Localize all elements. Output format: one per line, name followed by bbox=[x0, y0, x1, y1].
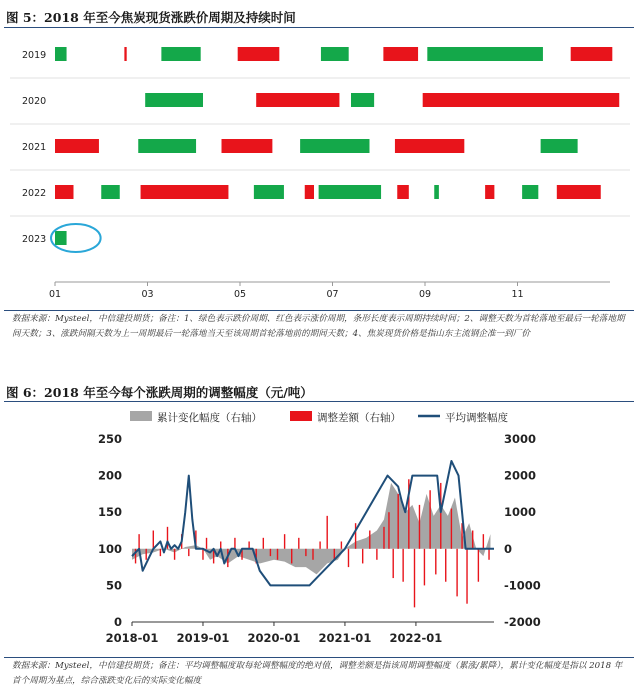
x-tick-label: 2020-01 bbox=[247, 631, 301, 645]
cycle-bar-down bbox=[161, 47, 200, 61]
y-right-tick-label: 3000 bbox=[504, 432, 537, 446]
figure6-note: 数据来源：Mysteel，中信建投期货；备注：平均调整幅度取每轮调整幅度的绝对值，调整差额是指该周期调整幅度（累涨/累降），累计变化幅度是指以 2018 年首个周期为基点，综合涨跌变化后的实际变化幅度 bbox=[12, 661, 623, 686]
x-tick-label: 09 bbox=[418, 289, 432, 300]
x-tick-label: 2022-01 bbox=[389, 631, 443, 645]
adjustment-diff-bar bbox=[298, 538, 299, 549]
x-tick-label: 01 bbox=[48, 289, 62, 300]
adjustment-diff-bar bbox=[472, 531, 473, 549]
adjustment-diff-bar bbox=[393, 549, 394, 578]
x-tick-label: 03 bbox=[141, 289, 154, 300]
cycle-bar-down bbox=[522, 185, 538, 199]
adjustment-diff-bar bbox=[234, 538, 235, 549]
figure6-title-rule bbox=[4, 401, 634, 402]
adjustment-amplitude-chart bbox=[0, 403, 640, 658]
y-left-tick-label: 100 bbox=[97, 541, 122, 556]
cycle-bar-up bbox=[485, 185, 494, 199]
cycle-bar-down bbox=[55, 231, 67, 245]
y-right-tick-label: -1000 bbox=[504, 578, 541, 593]
cycle-bar-up bbox=[383, 47, 418, 61]
cycle-bar-up bbox=[222, 139, 273, 153]
cycle-bar-up bbox=[423, 93, 620, 107]
cycle-bar-down bbox=[427, 47, 543, 61]
cycle-bar-down bbox=[101, 185, 120, 199]
adjustment-diff-bar bbox=[153, 531, 154, 549]
adjustment-diff-bar bbox=[478, 549, 479, 582]
cycle-bar-up bbox=[55, 185, 74, 199]
cycle-bar-down bbox=[55, 47, 67, 61]
adjustment-diff-bar bbox=[456, 549, 457, 597]
y-right-tick-label: 2000 bbox=[504, 468, 537, 483]
adjustment-diff-bar bbox=[348, 549, 349, 567]
adjustment-diff-bar bbox=[326, 516, 327, 549]
cycle-bar-down bbox=[321, 47, 349, 61]
adjustment-diff-bar bbox=[362, 549, 363, 564]
y-left-tick-label: 250 bbox=[97, 432, 122, 446]
adjustment-diff-bar bbox=[202, 549, 203, 560]
figure5-title: 图 5：2018 年至今焦炭现货涨跌价周期及持续时间 bbox=[6, 10, 296, 25]
adjustment-diff-bar bbox=[445, 549, 446, 582]
x-tick-label: 11 bbox=[511, 289, 524, 300]
adjustment-diff-bar bbox=[419, 505, 420, 549]
legend-swatch-bar bbox=[290, 411, 312, 421]
legend-label: 调整差额（右轴） bbox=[317, 412, 401, 424]
cycle-bar-up bbox=[55, 139, 99, 153]
year-label-2021: 2021 bbox=[22, 142, 47, 153]
adjustment-diff-bar bbox=[440, 483, 441, 549]
adjustment-diff-bar bbox=[388, 512, 389, 549]
adjustment-diff-bar bbox=[291, 549, 292, 564]
adjustment-diff-bar bbox=[305, 549, 306, 556]
cycle-bar-up bbox=[397, 185, 409, 199]
year-label-2019: 2019 bbox=[22, 50, 47, 61]
adjustment-diff-bar bbox=[369, 531, 370, 549]
adjustment-diff-bar bbox=[429, 490, 430, 549]
y-right-tick-label: 1000 bbox=[504, 505, 537, 520]
adjustment-diff-bar bbox=[138, 534, 139, 549]
adjustment-diff-bar bbox=[270, 549, 271, 556]
x-tick-label: 07 bbox=[326, 289, 339, 300]
cycle-bar-up bbox=[256, 93, 339, 107]
cycle-bar-up bbox=[557, 185, 601, 199]
y-left-tick-label: 0 bbox=[113, 615, 122, 629]
adjustment-diff-bar bbox=[263, 538, 264, 549]
cycle-bar-up bbox=[305, 185, 314, 199]
adjustment-diff-bar bbox=[248, 541, 249, 548]
cycle-bar-up bbox=[141, 185, 229, 199]
x-tick-label: 2018-01 bbox=[105, 631, 159, 645]
adjustment-diff-bar bbox=[319, 541, 320, 548]
figure5-title-rule bbox=[4, 27, 634, 28]
cycle-bar-up bbox=[395, 139, 464, 153]
year-label-2022: 2022 bbox=[22, 188, 47, 199]
adjustment-diff-bar bbox=[160, 549, 161, 556]
cycle-bar-down bbox=[138, 139, 196, 153]
y-left-tick-label: 50 bbox=[105, 578, 122, 593]
adjustment-diff-bar bbox=[424, 549, 425, 586]
adjustment-diff-bar bbox=[451, 509, 452, 549]
cycle-bar-up bbox=[238, 47, 280, 61]
adjustment-diff-bar bbox=[312, 549, 313, 560]
y-left-tick-label: 150 bbox=[97, 505, 122, 520]
x-tick-label: 2019-01 bbox=[176, 631, 230, 645]
legend-swatch-area bbox=[130, 411, 152, 421]
adjustment-diff-bar bbox=[414, 549, 415, 608]
adjustment-diff-bar bbox=[466, 549, 467, 604]
adjustment-diff-bar bbox=[435, 549, 436, 575]
legend-label: 累计变化幅度（右轴） bbox=[157, 412, 262, 424]
legend-label: 平均调整幅度 bbox=[445, 412, 508, 424]
adjustment-diff-bar bbox=[376, 549, 377, 560]
y-right-tick-label: 0 bbox=[504, 541, 513, 556]
cycle-bar-down bbox=[541, 139, 578, 153]
adjustment-diff-bar bbox=[402, 549, 403, 582]
price-cycle-timeline-chart bbox=[0, 30, 640, 310]
x-tick-label: 2021-01 bbox=[318, 631, 372, 645]
adjustment-diff-bar bbox=[397, 494, 398, 549]
cycle-bar-down bbox=[145, 93, 203, 107]
year-label-2020: 2020 bbox=[22, 96, 47, 107]
y-left-tick-label: 200 bbox=[97, 468, 122, 483]
adjustment-diff-bar bbox=[145, 549, 146, 560]
cycle-bar-down bbox=[319, 185, 381, 199]
adjustment-diff-bar bbox=[206, 538, 207, 549]
cycle-bar-down bbox=[254, 185, 284, 199]
adjustment-diff-bar bbox=[174, 549, 175, 560]
adjustment-diff-bar bbox=[488, 549, 489, 560]
year-label-2023: 2023 bbox=[22, 234, 47, 245]
figure5-note-rule bbox=[4, 310, 634, 311]
adjustment-diff-bar bbox=[188, 549, 189, 556]
figure5-note: 数据来源：Mysteel，中信建投期货；备注：1、绿色表示跌价周期、红色表示涨价周期，条形长度表示周期持续时间；2、调整天数为首轮落地至最后一轮落地期间天数；3、涨跌间隔天数为上一周期最后一轮落地当天至该周期首轮落地前的期间天数；4、焦炭现货价格是指山东主流钢企准一到厂价 bbox=[12, 314, 625, 339]
cycle-bar-down bbox=[434, 185, 439, 199]
adjustment-diff-bar bbox=[483, 534, 484, 549]
cycle-bar-down bbox=[351, 93, 374, 107]
adjustment-diff-bar bbox=[284, 534, 285, 549]
cycle-bar-up bbox=[124, 47, 126, 61]
adjustment-diff-bar bbox=[355, 523, 356, 549]
y-right-tick-label: -2000 bbox=[504, 615, 541, 629]
adjustment-diff-bar bbox=[383, 527, 384, 549]
cycle-bar-up bbox=[571, 47, 613, 61]
adjustment-diff-bar bbox=[341, 541, 342, 548]
figure6-title: 图 6：2018 年至今每个涨跌周期的调整幅度（元/吨） bbox=[6, 385, 313, 400]
cycle-bar-down bbox=[300, 139, 369, 153]
x-tick-label: 05 bbox=[233, 289, 247, 300]
adjustment-diff-bar bbox=[220, 541, 221, 548]
figure6-note-rule bbox=[4, 657, 634, 658]
adjustment-diff-bar bbox=[277, 549, 278, 560]
